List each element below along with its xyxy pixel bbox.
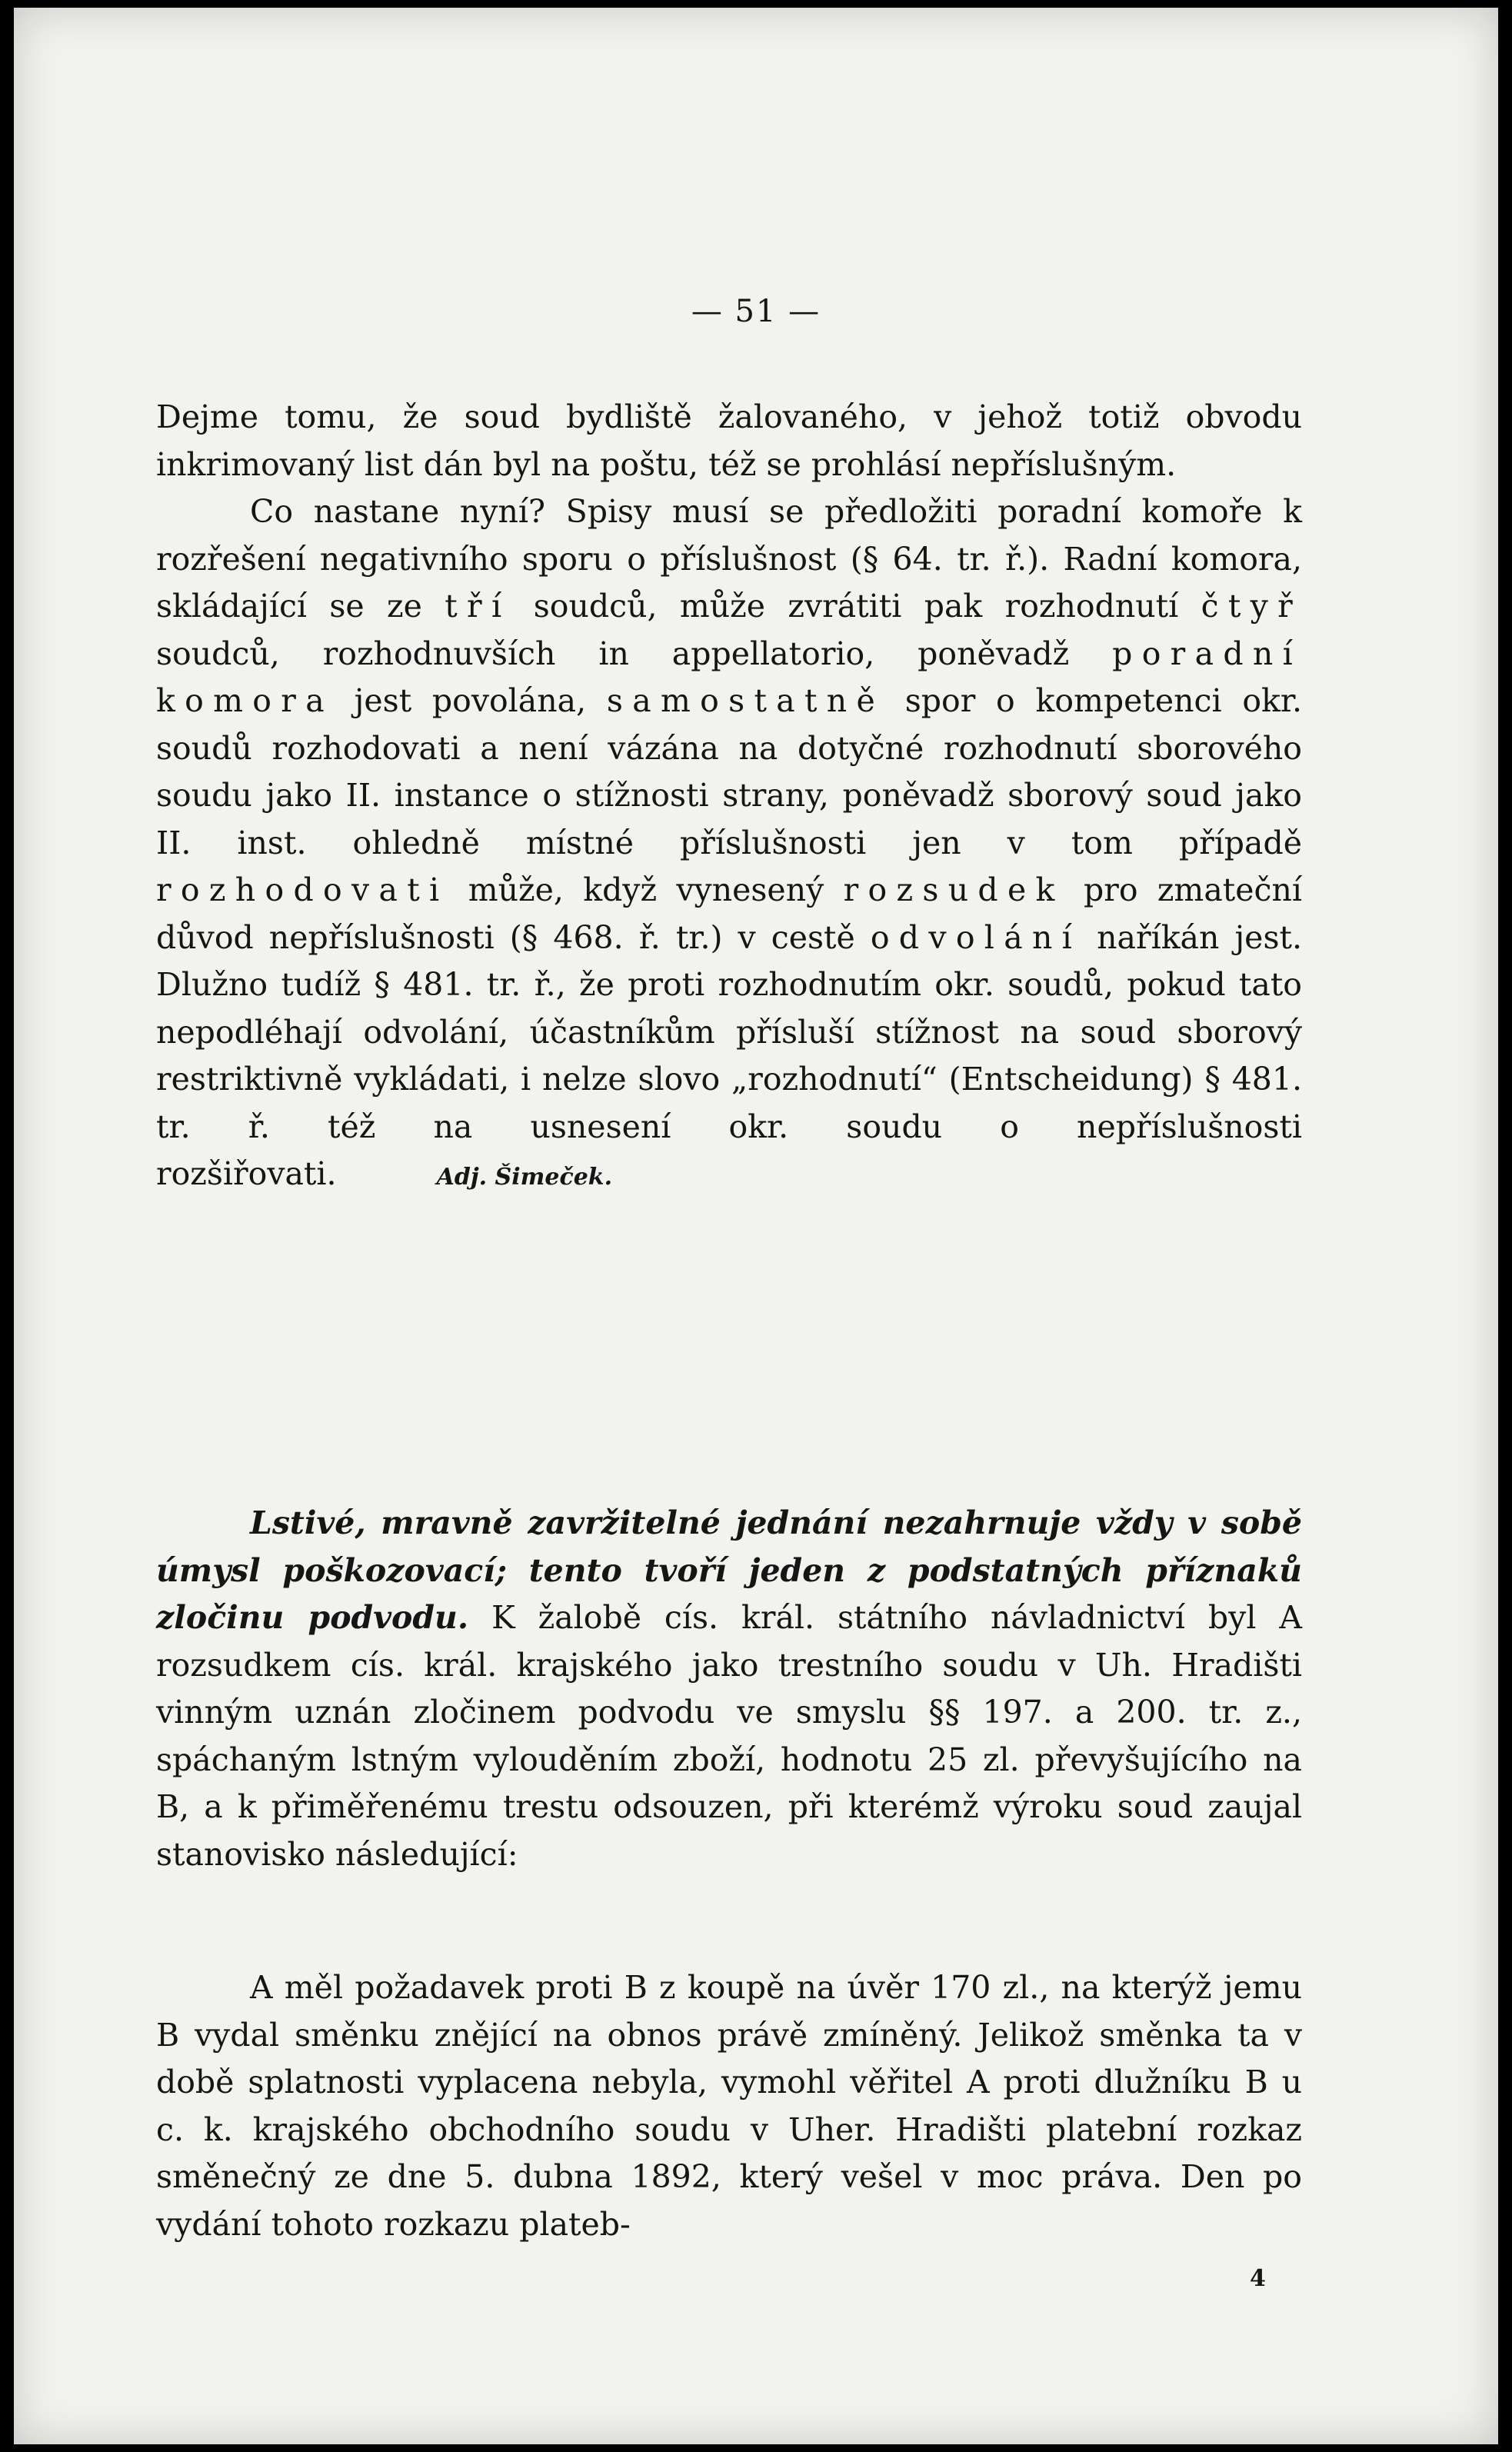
section-procedural xyxy=(156,394,1302,1201)
paragraph xyxy=(156,1500,1302,1878)
spaced-text: čtyř xyxy=(1201,588,1302,625)
spaced-text: rozhodovati xyxy=(156,871,449,908)
headnote: Lstivé, mravně zavržitelné jednání nezahrnuje vždy v sobě úmysl poškozovací; tento tvoří jeden z podstatných příznaků zločinu podvodu. xyxy=(156,1504,1302,1636)
spaced-text: tří xyxy=(445,588,511,625)
section-decision xyxy=(156,1500,1302,1878)
book-page xyxy=(14,8,1498,2444)
text-run: jest povolána, xyxy=(333,682,607,719)
text-run: může, když vynesený xyxy=(448,871,844,908)
text-run: pro zmateční důvod nepříslušnosti (§ 468. ř. tr.) v cestě xyxy=(156,871,1302,956)
spaced-text: rozsudek xyxy=(843,871,1064,908)
text-run: spor o kompetenci okr. soudů rozhodovati a není vázána na dotyčné rozhodnutí sborového soudu jako II. instance o stížnosti strany, poněvadž sborový soud jako II. inst. ohledně místné příslušnosti jen v tom případě xyxy=(156,682,1302,861)
paragraph: A měl požadavek proti B z koupě na úvěr 170 zl., na kterýž jemu B vydal směnku znějící na obnos právě zmíněný. Jelikož směnka ta v době splatnosti vyplacena nebyla, vymohl věřitel A proti dlužníku B u c. k. krajského obchodního soudu v Uher. Hradišti platební rozkaz směnečný ze dne 5. dubna 1892, který vešel v moc práva. Den po vydání tohoto rozkazu plateb- xyxy=(156,1969,1302,2243)
page-number: — 51 — xyxy=(691,294,821,329)
signature-mark: 4 xyxy=(1250,2265,1266,2292)
text-run: soudců, může zvrátiti pak rozhodnutí xyxy=(511,588,1201,625)
text-run: soudců, rozhodnuvších in appellatorio, poněvadž xyxy=(156,635,1113,672)
text-run: K žalobě cís. král. státního návladnictví byl A rozsudkem cís. král. krajského jako trestního soudu v Uh. Hradišti vinným uznán zločinem podvodu ve smyslu §§ 197. a 200. tr. z., spáchaným lstným vylouděním zboží, hodnotu 25 zl. převyšujícího na B, a k přiměřenému trestu odsouzen, při kterémž výroku soud zaujal stanovisko následující: xyxy=(156,1599,1302,1873)
spaced-text: poradní komora xyxy=(156,635,1302,719)
author-signature: Adj. Šimeček. xyxy=(436,1164,613,1191)
text-run: naříkán jest. Dlužno tudíž § 481. tr. ř., že proti rozhodnutím okr. soudů, pokud tato nepodléhají odvolání, účastníkům přísluší stížnost na soud sborový restriktivně vykládati, i nelze slovo „rozhodnutí“ (Entscheidung) § 481. tr. ř. též na usnesení okr. soudu o nepříslušnosti rozšiřovati. xyxy=(156,918,1302,1192)
text-run: Co nastane nyní? Spisy musí se předložiti poradní komoře k rozřešení negativního sporu o příslušnost (§ 64. tr. ř.). Radní komora, skládající se ze xyxy=(156,493,1302,625)
paragraph xyxy=(156,488,1302,1201)
spaced-text: odvolání xyxy=(870,918,1082,956)
paragraph: Dejme tomu, že soud bydliště žalovaného, v jehož totiž obvodu inkrimovaný list dán byl na poštu, též se prohlásí nepříslušným. xyxy=(156,398,1302,483)
section-facts xyxy=(156,1964,1302,2248)
spaced-text: samostatně xyxy=(606,682,885,719)
